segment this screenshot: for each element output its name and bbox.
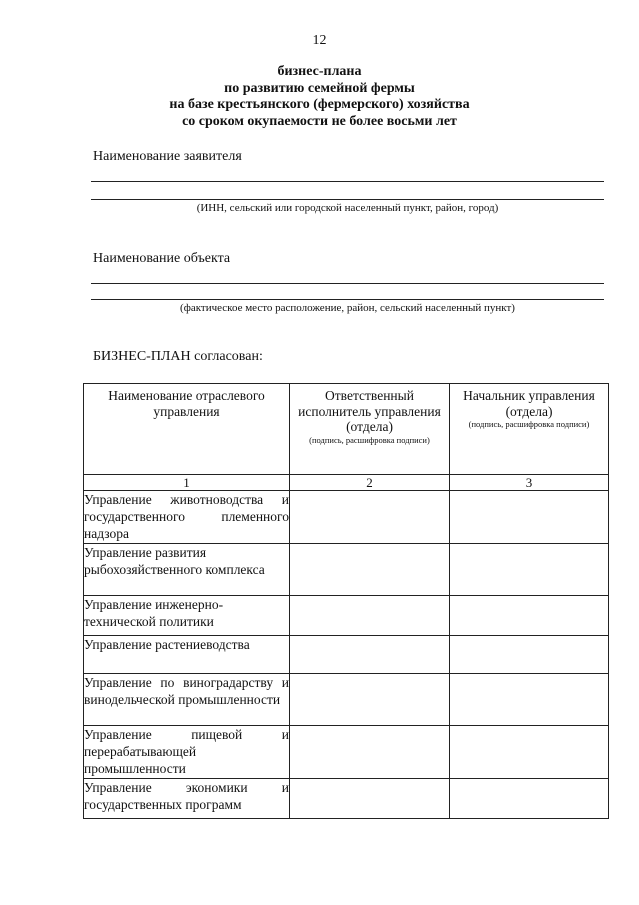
table-row [84, 544, 609, 596]
header-chief [450, 384, 609, 475]
executor-signature-cell[interactable] [290, 726, 450, 779]
chief-signature-cell[interactable] [450, 596, 609, 636]
approval-table [83, 383, 609, 819]
department-name: Управление инженерно-технической политики [84, 596, 290, 636]
index-cell: 3 [450, 475, 609, 491]
title-line-1: бизнес-плана [277, 64, 362, 79]
department-name: Управление по виноградарству и винодельческой промышленности [84, 674, 290, 726]
chief-signature-cell[interactable] [450, 726, 609, 779]
executor-signature-cell[interactable] [290, 674, 450, 726]
index-row [84, 475, 609, 491]
object-line-2[interactable] [91, 299, 604, 300]
chief-signature-cell[interactable] [450, 491, 609, 544]
department-name: Управление экономики и государственных программ [84, 779, 290, 819]
applicant-caption: (ИНН, сельский или городской населенный пункт, район, город) [196, 202, 499, 214]
object-line-1[interactable] [91, 283, 604, 284]
header-executor [290, 384, 450, 475]
header-chief-note: (подпись, расшифровка подписи) [468, 419, 590, 429]
applicant-line-1[interactable] [91, 181, 604, 182]
chief-signature-cell[interactable] [450, 779, 609, 819]
header-chief-text: Начальник управления (отдела) [463, 388, 595, 419]
title-line-3: на базе крестьянского (фермерского) хозяйства [169, 97, 470, 112]
applicant-label: Наименование заявителя [93, 149, 242, 164]
chief-signature-cell[interactable] [450, 636, 609, 674]
table-row [84, 779, 609, 819]
header-department [84, 384, 290, 475]
table-row [84, 636, 609, 674]
table-row [84, 596, 609, 636]
table-row [84, 674, 609, 726]
executor-signature-cell[interactable] [290, 779, 450, 819]
department-name: Управление пищевой и перерабатывающей промышленности [84, 726, 290, 779]
header-executor-note: (подпись, расшифровка подписи) [309, 434, 430, 445]
agreed-label: БИЗНЕС-ПЛАН согласован: [93, 349, 263, 364]
object-caption: (фактическое место расположение, район, сельский населенный пункт) [180, 302, 515, 314]
applicant-line-2[interactable] [91, 199, 604, 200]
index-cell: 2 [290, 475, 450, 491]
department-name: Управление растениеводства [84, 636, 290, 674]
title-line-4: со сроком окупаемости не более восьми лет [182, 113, 457, 129]
department-name: Управление развития рыбохозяйственного комплекса [84, 544, 290, 596]
header-department-text: Наименование отраслевого управления [108, 388, 265, 419]
title-line-2: по развитию семейной фермы [224, 80, 415, 96]
executor-signature-cell[interactable] [290, 544, 450, 596]
index-cell: 1 [84, 475, 290, 491]
object-label: Наименование объекта [93, 251, 231, 266]
executor-signature-cell[interactable] [290, 596, 450, 636]
table-row [84, 491, 609, 544]
chief-signature-cell[interactable] [450, 674, 609, 726]
header-row [84, 384, 609, 475]
table-row [84, 726, 609, 779]
department-name: Управление животноводства и государственного племенного надзора [84, 491, 290, 544]
page-number: 12 [312, 33, 327, 48]
header-executor-text: Ответственный исполнитель управления (отдела) [298, 388, 441, 434]
chief-signature-cell[interactable] [450, 544, 609, 596]
executor-signature-cell[interactable] [290, 636, 450, 674]
executor-signature-cell[interactable] [290, 491, 450, 544]
document-title [0, 64, 639, 130]
